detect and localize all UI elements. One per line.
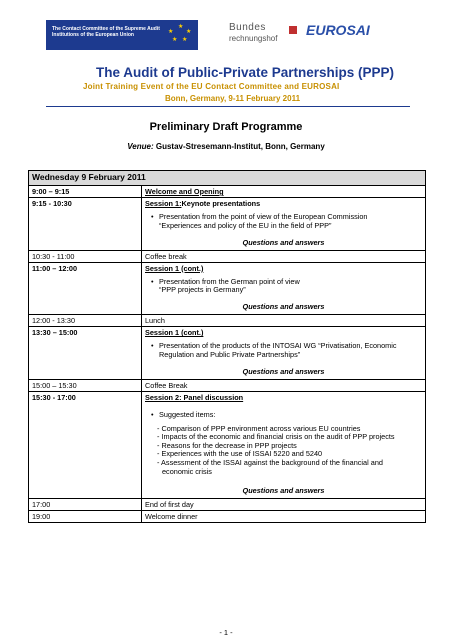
contact-committee-text: The Contact Committee of the Supreme Audit Institutions of the European Union <box>52 26 160 38</box>
bundesrechnungshof-logo <box>229 22 299 48</box>
event-subtitle: Joint Training Event of the EU Contact Committee and EUROSAI <box>83 82 340 91</box>
day-header: Wednesday 9 February 2011 <box>29 171 426 186</box>
bund-title: Bundes <box>229 22 266 33</box>
bullet-line-2: “PPP projects in Germany” <box>159 285 246 295</box>
table-row <box>29 511 426 523</box>
time-cell: 19:00 <box>29 511 142 523</box>
table-row <box>29 391 426 498</box>
time-cell: 12:00 - 13:30 <box>29 315 142 327</box>
time-cell: 11:00 – 12:00 <box>29 262 142 315</box>
list-item: - Comparison of PPP environment across various EU countries <box>157 423 361 433</box>
list-item <box>151 342 422 360</box>
session-title: Session 2: Panel discussion <box>145 392 244 402</box>
list-item <box>151 411 422 420</box>
venue-name: Gustav-Stresemann-Institut, Bonn, Germany <box>155 142 325 151</box>
time-cell: 9:00 – 9:15 <box>29 186 142 198</box>
time-cell: 13:30 – 15:00 <box>29 327 142 380</box>
star-icon: ★ <box>182 37 188 43</box>
star-icon: ★ <box>186 29 192 35</box>
contact-committee-logo <box>46 20 198 50</box>
list-item <box>151 278 422 296</box>
star-icon: ★ <box>168 29 174 35</box>
time-cell: 9:15 - 10:30 <box>29 198 142 251</box>
time-cell: 15:30 - 17:00 <box>29 391 142 498</box>
session-cell <box>142 511 426 523</box>
event-title: The Audit of Public-Private Partnerships (PPP) <box>96 65 395 80</box>
document-title: Preliminary Draft Programme <box>149 121 303 133</box>
page-number: - 1 - <box>219 628 233 637</box>
time-cell: 15:00 – 15:30 <box>29 379 142 391</box>
session-title: Coffee break <box>145 251 187 261</box>
day-header-row <box>29 171 426 186</box>
bund-mark-icon <box>289 26 297 34</box>
session-cell <box>142 250 426 262</box>
session-title: Session 1 (cont.) <box>145 328 204 338</box>
session-title-prefix: Session 1: <box>145 199 182 208</box>
bullet-line-1: Presentation from the point of view of the European Commission <box>159 212 368 221</box>
bund-subtitle: rechnungshof <box>229 34 278 43</box>
bullet-line-1: Presentation from the German point of view <box>159 276 300 286</box>
table-row <box>29 499 426 511</box>
programme-table <box>28 170 426 523</box>
session-title: Welcome and Opening <box>145 187 224 196</box>
venue-label: Venue: <box>127 142 154 151</box>
eurosai-logo <box>306 22 370 50</box>
table-row <box>29 198 426 251</box>
document-header <box>0 0 452 110</box>
bullet-line-1: Suggested items: <box>159 409 216 419</box>
list-item: - Assessment of the ISSAI against the background of the financial and <box>157 457 383 467</box>
session-cell <box>142 186 426 198</box>
session-title: End of first day <box>145 500 194 510</box>
qa-label: Questions and answers <box>242 302 325 312</box>
session-cell <box>142 327 426 380</box>
qa-label: Questions and answers <box>242 486 325 496</box>
session-cell <box>142 198 426 251</box>
session-title: Session 1 (cont.) <box>145 263 204 273</box>
list-item: - Reasons for the decrease in PPP projects <box>157 440 297 450</box>
session-cell <box>142 499 426 511</box>
session-cell <box>142 315 426 327</box>
table-row <box>29 379 426 391</box>
session-cell <box>142 391 426 498</box>
list-item: economic crisis <box>162 466 212 476</box>
time-cell: 10:30 - 11:00 <box>29 250 142 262</box>
bullet-line-2: “Experiences and policy of the EU in the field of PPP” <box>159 220 332 230</box>
bullet-line-1: Presentation of the products of the INTOSAI WG “Privatisation, Economic <box>159 341 397 351</box>
session-cell <box>142 262 426 315</box>
session-title: Welcome dinner <box>145 512 198 522</box>
session-title: Keynote presentations <box>181 199 261 208</box>
table-row <box>29 315 426 327</box>
header-divider <box>46 106 410 107</box>
time-cell: 17:00 <box>29 499 142 511</box>
session-title: Lunch <box>145 316 165 326</box>
session-title: Coffee Break <box>145 380 188 390</box>
table-row <box>29 250 426 262</box>
star-icon: ★ <box>178 24 184 30</box>
list-item: - Experiences with the use of ISSAI 5220 and 5240 <box>157 449 323 459</box>
session-cell <box>142 379 426 391</box>
suggested-items-list <box>157 425 422 477</box>
list-item: - Impacts of the economic and financial crisis on the audit of PPP projects <box>157 432 395 442</box>
table-row <box>29 186 426 198</box>
qa-label: Questions and answers <box>242 366 325 376</box>
list-item <box>151 213 422 231</box>
venue-line <box>0 142 452 151</box>
eurosai-wordmark: EUROSAI <box>306 22 370 38</box>
bullet-line-2: Regulation and Public Private Partnerships” <box>159 349 301 359</box>
table-row <box>29 327 426 380</box>
qa-label: Questions and answers <box>242 237 325 247</box>
event-place-date: Bonn, Germany, 9-11 February 2011 <box>165 94 301 103</box>
star-icon: ★ <box>172 37 178 43</box>
table-row <box>29 262 426 315</box>
